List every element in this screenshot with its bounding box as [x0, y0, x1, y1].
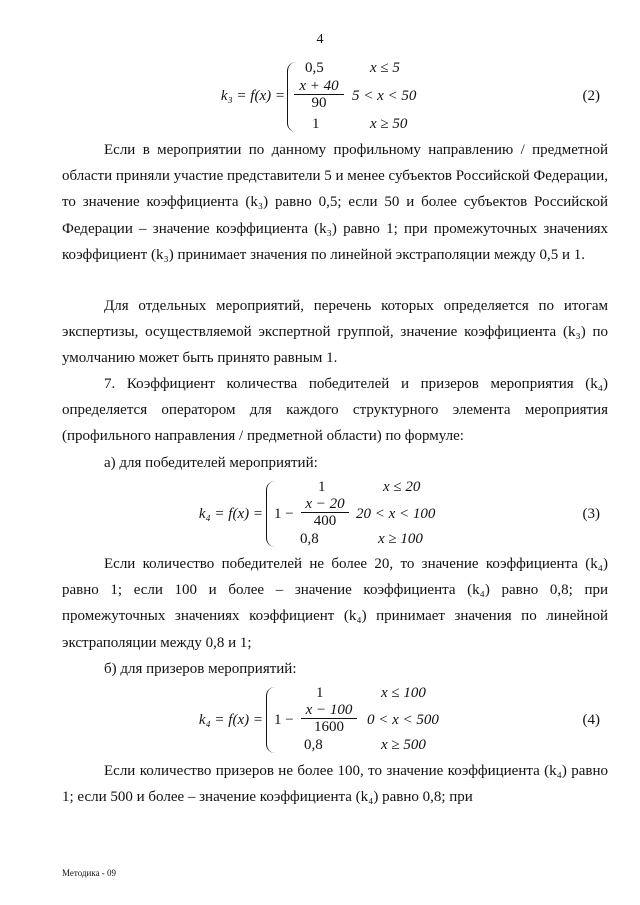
- formula-4-case1-value: 1: [316, 685, 324, 701]
- formula-4-case3-condition: x ≥ 500: [381, 737, 426, 753]
- formula-3-denominator: 400: [313, 513, 337, 529]
- formula-2-number: (2): [582, 88, 600, 104]
- formula-3-case2-fraction: [301, 496, 349, 529]
- formula-3-case3-condition: x ≥ 100: [378, 531, 423, 547]
- paragraph-k3-description: Если в мероприятии по данному профильному направлению / предметной области приняли участие представители 5 и менее субъектов Российской Федерации, то значение коэффициента (k₃) равно 0,5; если 50 и более субъектов Российской Федерации – значение коэффициента (k₃) равно 1; при промежуточных значениях коэффициент (k₃) принимает значения по линейной экстраполяции между 0,5 и 1.: [62, 142, 608, 263]
- paragraph-prizewinners-description: Если количество призеров не более 100, то значение коэффициента (k₄) равно 1; если 500 и более – значение коэффициента (k₄) равно 0,8; при: [62, 763, 608, 806]
- formula-2-lhs: k₃ = f(x) =: [220, 88, 285, 104]
- formula-2-case2-condition: 5 < x < 50: [352, 88, 417, 104]
- formula-3-case2-condition: 20 < x < 100: [356, 506, 436, 522]
- formula-4-case2-fraction: [301, 702, 357, 735]
- formula-2: [0, 60, 640, 135]
- formula-4-case2-condition: 0 < x < 500: [367, 712, 439, 728]
- formula-4-lhs: k₄ = f(x) =: [198, 712, 263, 728]
- page-number: 4: [316, 32, 324, 47]
- formula-2-numerator: x + 40: [294, 78, 344, 95]
- formula-4-case2-prefix: 1 −: [274, 712, 294, 728]
- paragraph-prizewinners-heading: б) для призеров мероприятий:: [104, 661, 297, 677]
- paragraph-winners-heading: а) для победителей мероприятий:: [104, 455, 318, 471]
- formula-2-case3-condition: x ≥ 50: [370, 116, 408, 132]
- paragraph-winners-description: Если количество победителей не более 20, то значение коэффициента (k₄) равно 1; если 100 и более – значение коэффициента (k₄) равно 0,8; при промежуточных значениях коэффициент (k₄) принимает значения по линейной экстраполяции между 0,8 и 1;: [62, 556, 608, 651]
- formula-2-case1-value: 0,5: [305, 60, 324, 76]
- formula-2-case1-condition: x ≤ 5: [370, 60, 400, 76]
- formula-4-numerator: x − 100: [301, 702, 357, 719]
- formula-4-number: (4): [582, 712, 600, 728]
- footer-label: Методика - 09: [62, 868, 117, 878]
- formula-2-case3-value: 1: [312, 116, 320, 132]
- formula-3-lhs: k₄ = f(x) =: [198, 506, 263, 522]
- paragraph-k3-default: Для отдельных мероприятий, перечень которых определяется по итогам экспертизы, осуществляемой экспертной группой, значение коэффициента (k₃) по умолчанию может быть принято равным 1.: [62, 298, 608, 367]
- paragraph-k4-definition: 7. Коэффициент количества победителей и призеров мероприятия (k₄) определяется оператором для каждого структурного элемента мероприятия (профильного направления / предметной области) по формуле:: [62, 376, 608, 445]
- formula-3-number: (3): [582, 506, 600, 522]
- formula-3: [0, 479, 640, 549]
- formula-4-case1-condition: x ≤ 100: [381, 685, 426, 701]
- formula-2-case2-fraction: [294, 78, 344, 111]
- formula-4: [0, 685, 640, 755]
- formula-3-numerator: x − 20: [301, 496, 349, 513]
- formula-2-denominator: 90: [311, 95, 327, 111]
- formula-3-case1-value: 1: [318, 479, 326, 495]
- formula-3-case1-condition: x ≤ 20: [383, 479, 421, 495]
- formula-4-denominator: 1600: [314, 719, 344, 735]
- formula-4-case3-value: 0,8: [304, 737, 323, 753]
- formula-3-case3-value: 0,8: [300, 531, 319, 547]
- formula-3-case2-prefix: 1 −: [274, 506, 294, 522]
